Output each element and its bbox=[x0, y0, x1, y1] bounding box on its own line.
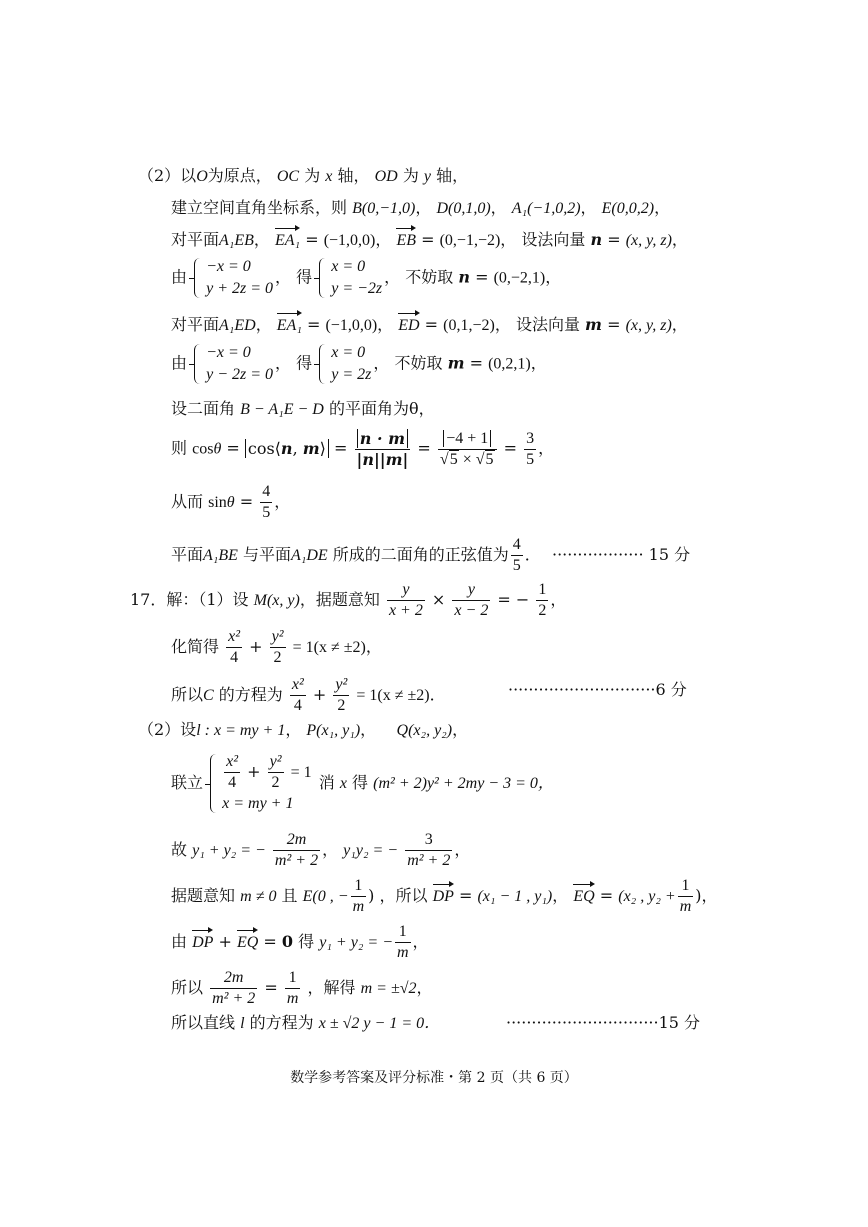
vector-ea1: EA₁ bbox=[275, 232, 301, 249]
cosine-line: 则 cosθ = cos⟨n, m⟩ = $\frac{n \cdot m}{|n||m|}$ = $\frac{-4 + 1}{√5 \times √5}$ = $\frac{3}{5}$ ， bbox=[171, 428, 555, 469]
coordinate-line: 建立空间直角坐标系，则 B(0,−1,0)， D(0,1,0)， A₁(−1,0,2)， E(0,0,2)， bbox=[171, 198, 671, 217]
question-17: 17．解：（1）设 M(x, y)，据题意知 $\frac{y}{x + 2}$ × $\frac{y}{x - 2}$ = − $\frac{1}{2}$ ， bbox=[130, 581, 567, 619]
dihedral-line: 设二面角 B − A₁E − D 的平面角为θ， bbox=[171, 399, 435, 418]
vieta-line: 故 y₁ + y₂ = − $\frac{2m}{\text{m² + 2}}$ ， y₁y₂ = − $\frac{3}{\text{m² + 2}}$ ， bbox=[171, 831, 471, 869]
score-15-b: ······························15 分 bbox=[506, 1013, 701, 1032]
sum-condition-line: 由 DP + EQ = 0 得 y₁ + y₂ = − $\frac{1}{m}$ ， bbox=[171, 923, 429, 961]
solve-line: 所以 $\frac{2m}{\text{m² + 2}}$ = $\frac{1}{m}$ ，解得 m = ±√2， bbox=[171, 969, 433, 1007]
vector-dp: DP bbox=[432, 888, 454, 905]
vector-ea1-2: EA₁ bbox=[276, 317, 302, 334]
plane-a1ed-line: 对平面A₁ED， EA₁ = (−1,0,0)， ED = (0,1,−2)， 设法向量 m = (x, y, z)， bbox=[171, 315, 688, 334]
system-1: 由 −x = 0 y + 2z = 0 ， 得 x = 0 y = −2z ， 不妨取 n = (0,−2,1)， bbox=[171, 258, 562, 297]
vector-eb: EB bbox=[396, 232, 417, 249]
plane-a1eb-line: 对平面A₁EB， EA₁ = (−1,0,0)， EB = (0,−1,−2)， 设法向量 n = (x, y, z)， bbox=[171, 230, 688, 249]
condition-line: 据题意知 m ≠ 0 且 E(0 , − $\frac{1}{m}$ ) ，所以 DP = (x₁ − 1 , y₁)， EQ = (x₂ , y₂ + $\frac{1}{m}$ )， bbox=[171, 877, 718, 915]
vector-eq: EQ bbox=[573, 888, 595, 905]
sine-line: 从而 sinθ = $\frac{4}{5}$ ， bbox=[171, 483, 291, 521]
vector-ed: ED bbox=[398, 317, 420, 334]
simplify-line: 化简得 $\frac{\text{x²}}{4}$ + $\frac{\text{y²}}{2}$ = 1(x ≠ ±2)， bbox=[171, 628, 382, 666]
part2-header: （2）以O为原点， OC 为 x 轴， OD 为 y 轴， bbox=[138, 166, 469, 185]
vector-dp-2: DP bbox=[192, 934, 214, 951]
part2b-line: （2）设l : x = my + 1， P(x₁, y₁)， Q(x₂, y₂)， bbox=[138, 720, 469, 739]
page-footer: 数学参考答案及评分标准・第 2 页（共 6 页） bbox=[290, 1070, 578, 1086]
conclusion-line-1: 平面A₁BE 与平面A₁DE 所成的二面角的正弦值为 $\frac{4}{5}$ ． bbox=[171, 536, 541, 574]
joint-system: 联立 $\frac{\text{x²}}{4}$ + $\frac{\text{y²}}{2}$ = 1 x = my + 1 消 x 得 (m² + 2)y² + 2my − 3 = 0， bbox=[171, 753, 554, 812]
line-l-equation: 所以直线 l 的方程为 x ± √2 y − 1 = 0． bbox=[171, 1013, 441, 1032]
vector-eq-2: EQ bbox=[237, 934, 259, 951]
score-15-a: ·················· 15 分 bbox=[552, 545, 691, 564]
score-6: ·····························6 分 bbox=[508, 680, 687, 699]
system-2: 由 −x = 0 y − 2z = 0 ， 得 x = 0 y = 2z ， 不妨取 m = (0,2,1)， bbox=[171, 344, 547, 383]
equation-c-line: 所以C 的方程为 $\frac{\text{x²}}{4}$ + $\frac{\text{y²}}{2}$ = 1(x ≠ ±2)． bbox=[171, 676, 446, 714]
